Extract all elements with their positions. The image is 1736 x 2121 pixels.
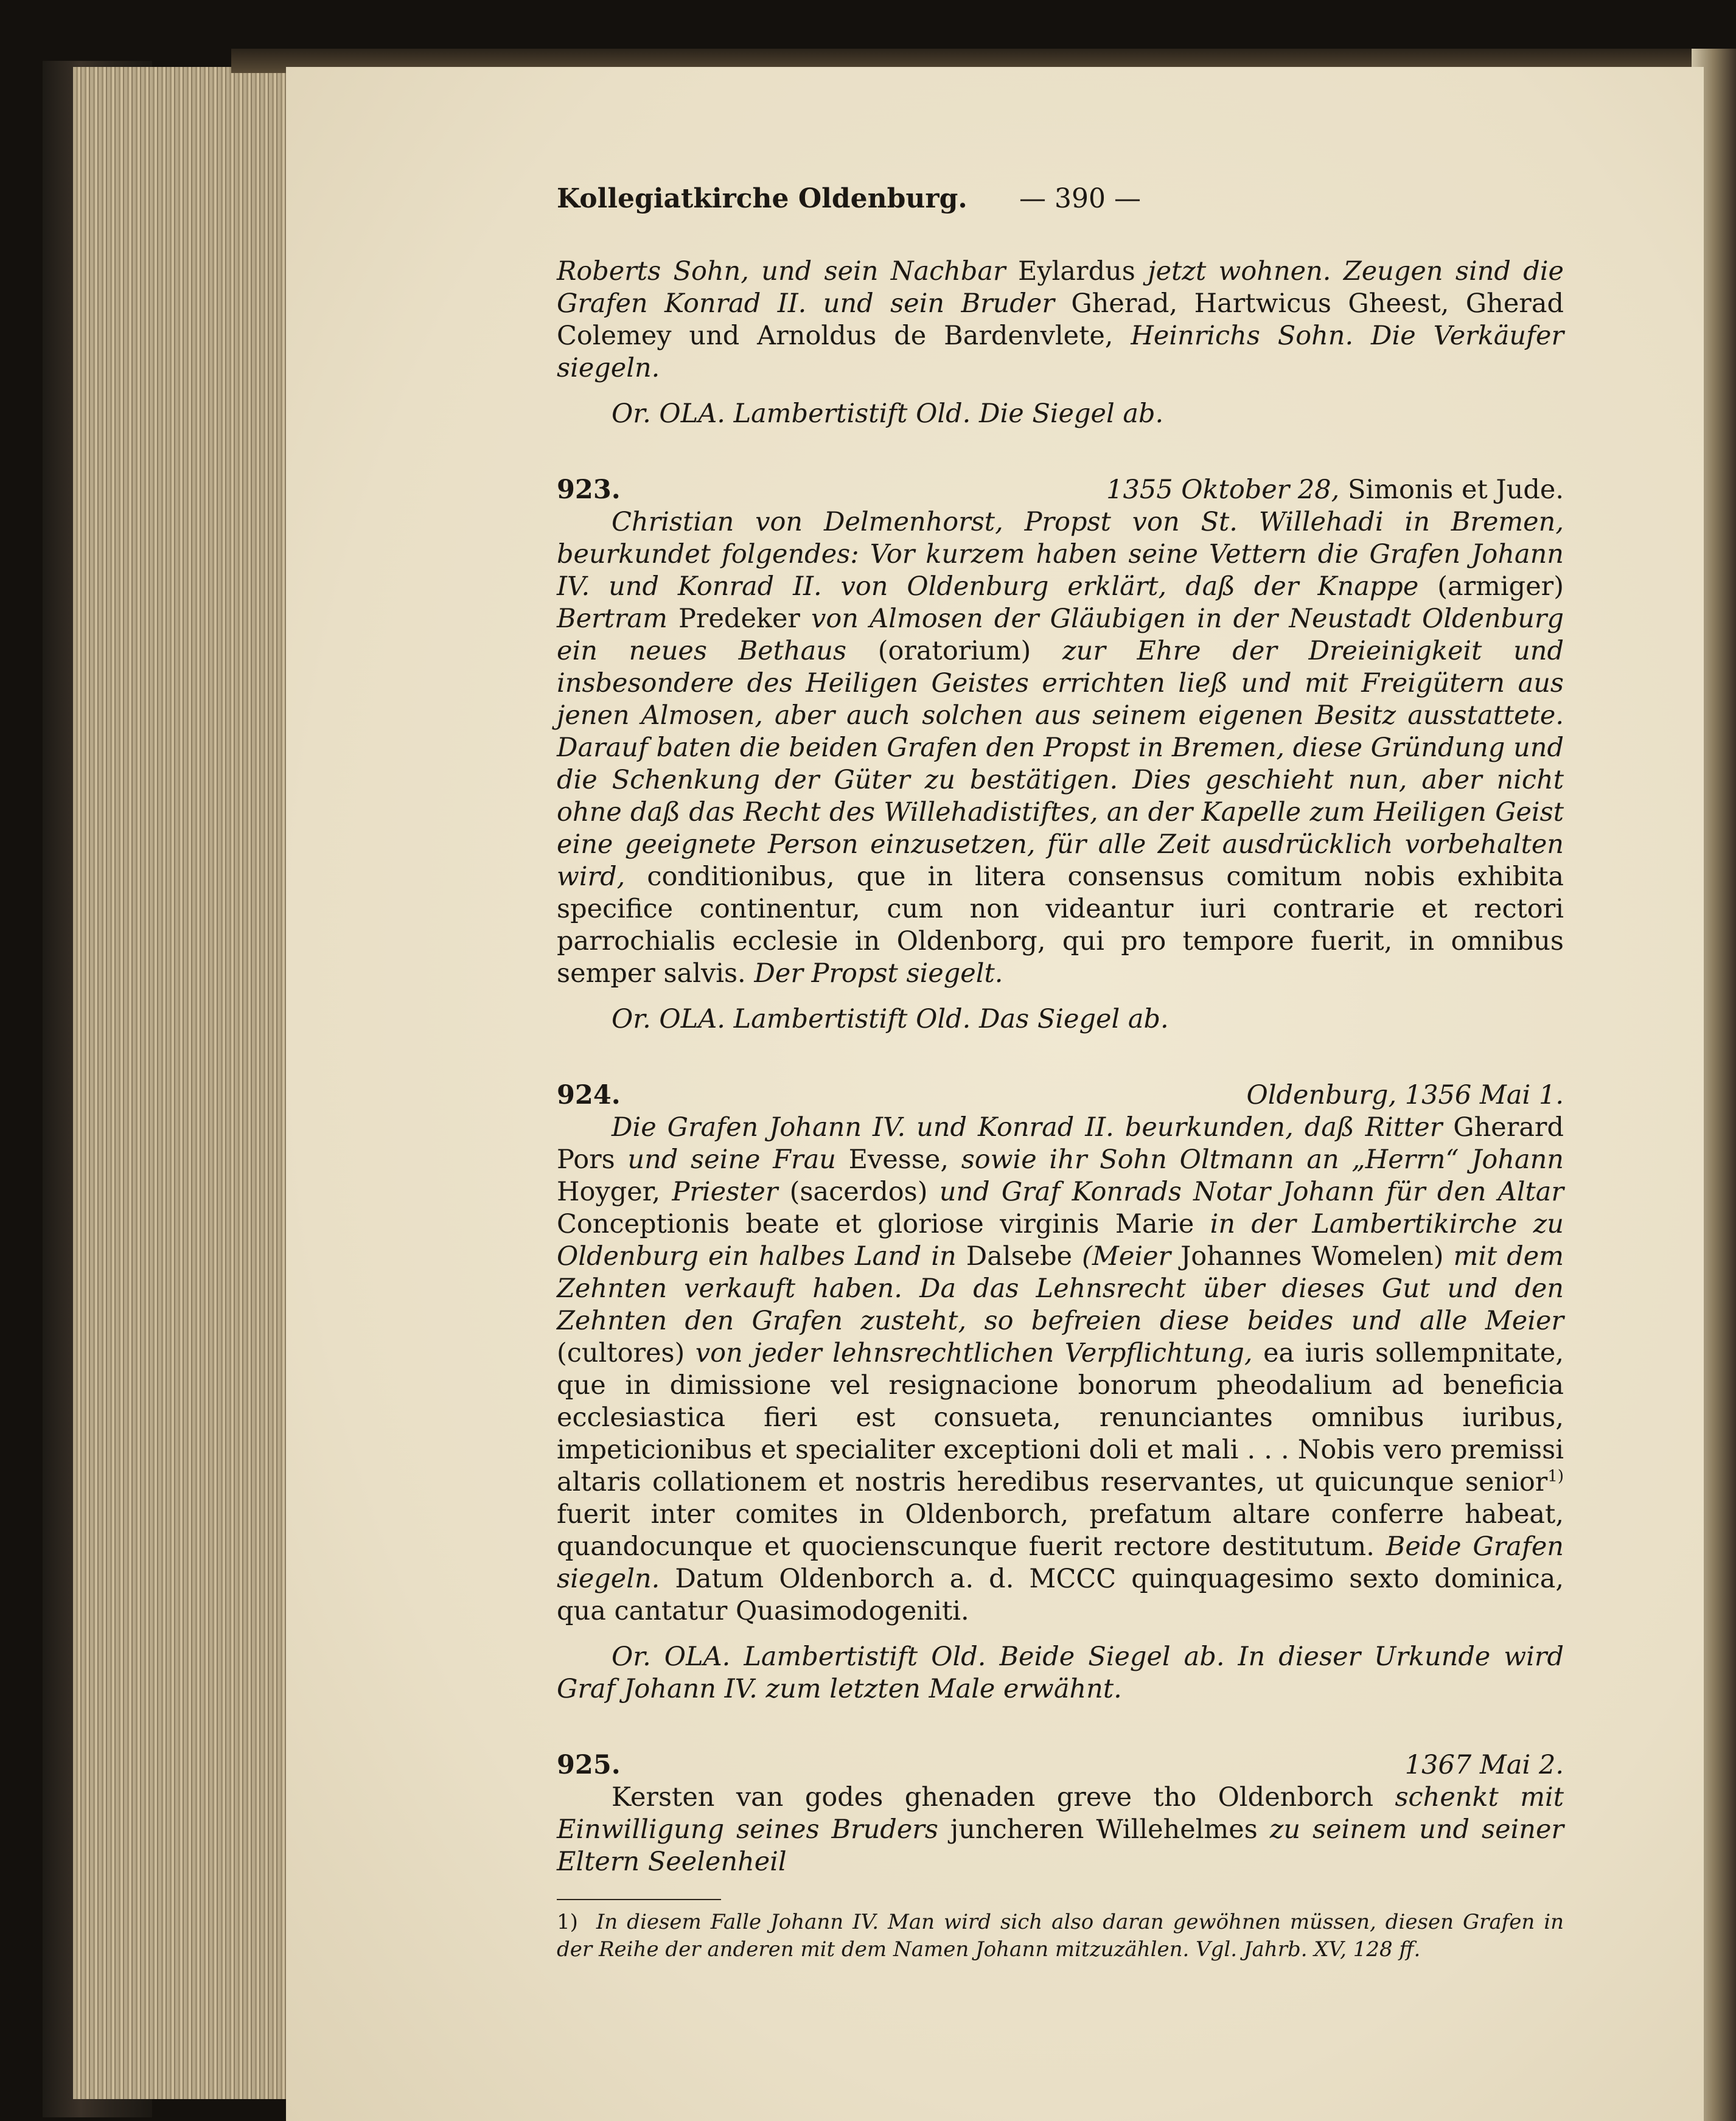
text-italic: sowie ihr Sohn Oltmann an „Herrn“ Johann — [961, 1144, 1564, 1175]
text-roman: Gherad, Hartwicus Gheest, Gherad Colemey und Arnoldus de Bardenvlete, — [557, 288, 1564, 351]
page-header — [557, 183, 1564, 219]
entry-heading — [557, 1079, 1564, 1112]
text-italic: zur Ehre der Dreieinigkeit und insbesondere des Heiligen Geistes errichten ließ und mit Freigütern aus jenen Almosen, aber auch solchen aus seinem eigenen Besitz ausstattete. Darauf baten die beiden Grafen den Propst in Bremen, diese Gründung und die Schenkung der Güter zu bestätigen. Dies geschieht nun, aber nicht ohne daß das Recht des Willehadistiftes, an der Kapelle zum Heiligen Geist eine geeignete Person einzusetzen, für alle Zeit ausdrücklich vorbehalten wird, — [557, 636, 1564, 892]
text-roman: (armiger) — [1437, 571, 1564, 602]
text-italic: Der Propst siegelt. — [754, 958, 1003, 989]
footnote-marker: 1) — [557, 1910, 578, 1934]
text-italic: von Almosen der Gläubigen in der Neustadt Oldenburg ein neues Bethaus — [557, 604, 1564, 666]
page-number: — 390 — — [1019, 183, 1141, 214]
text-italic: Die Grafen Johann IV. und Konrad II. beurkunden, daß Ritter — [612, 1112, 1443, 1143]
text-roman: Hoyger, — [557, 1177, 661, 1207]
text-italic: Bertram — [557, 604, 668, 634]
text-roman: conditionibus, que in litera consensus comitum nobis exhibita specifice continentur, cum non videantur iuri contrarie et rectori parrochialis ecclesie in Oldenborg, qui pro tempore fuerit, in omnibus semper salvis. — [557, 862, 1564, 989]
text-roman: (oratorium) — [877, 636, 1031, 666]
entry-body — [557, 506, 1564, 990]
text-italic: Beide Grafen siegeln. — [557, 1531, 1564, 1594]
entry-body — [557, 1112, 1564, 1628]
text-roman: (cultores) — [557, 1338, 685, 1368]
footnote-ref: 1) — [1547, 1467, 1564, 1486]
date-italic: 1355 Oktober 28, — [1106, 475, 1340, 505]
document-entry-924 — [557, 1079, 1564, 1705]
text-italic: von jeder lehnsrechtlichen Verpflichtung, — [695, 1338, 1253, 1368]
text-italic: (Meier — [1082, 1241, 1171, 1272]
source-note: Or. OLA. Lambertistift Old. Das Siegel ab. — [612, 1004, 1169, 1034]
text-italic: Heinrichs Sohn. Die Verkäufer siegeln. — [557, 321, 1564, 383]
footnote-divider — [557, 1899, 721, 1900]
entry-number: 924. — [557, 1080, 621, 1110]
entry-number: 923. — [557, 475, 621, 505]
source-note: Or. OLA. Lambertistift Old. Die Siegel ab. — [612, 399, 1164, 429]
text-roman: (sacerdos) — [789, 1177, 928, 1207]
running-title: Kollegiatkirche Oldenburg. — [557, 183, 967, 214]
text-italic: und seine Frau — [627, 1144, 836, 1175]
text-roman: Kersten van godes ghenaden greve tho Oldenborch — [612, 1782, 1374, 1813]
text-roman: fuerit inter comites in Oldenborch, prefatum altare conferre habeat, quandocunque et quocienscunque fuerit rectore destitutum. — [557, 1499, 1564, 1562]
text-italic: mit dem Zehnten verkauft haben. Da das Lehnsrecht über dieses Gut und den Zehnten den Grafen zusteht, so befreien diese beides und alle Meier — [557, 1241, 1564, 1336]
page-text-block — [557, 183, 1564, 1963]
text-italic: Priester — [672, 1177, 778, 1207]
text-italic: jetzt wohnen. Zeugen sind die Grafen Konrad II. und sein Bruder — [557, 256, 1564, 319]
document-entry-923 — [557, 474, 1564, 1036]
text-roman: Gherard Pors — [557, 1112, 1564, 1175]
text-roman: Conceptionis beate et gloriose virginis Marie — [557, 1209, 1194, 1239]
entry-body — [557, 1781, 1564, 1878]
date-rest: Simonis et Jude. — [1347, 475, 1564, 505]
text-roman: Eylardus — [1017, 256, 1135, 287]
entry-number: 925. — [557, 1750, 621, 1780]
continuation-paragraph — [557, 256, 1564, 385]
entry-date: 1367 Mai 2. — [1404, 1750, 1564, 1780]
text-italic: zu seinem und seiner Eltern Seelenheil — [557, 1814, 1564, 1877]
text-italic: Christian von Delmenhorst, Propst von St. Willehadi in Bremen, beurkundet folgendes: Vor kurzem haben seine Vettern die Grafen Johann IV. und Konrad II. von Oldenburg erklärt, daß der Knappe — [557, 507, 1564, 602]
source-note: Or. OLA. Lambertistift Old. Beide Siegel ab. In dieser Urkunde wird Graf Johann IV. zum letzten Male erwähnt. — [557, 1642, 1564, 1704]
page-edges — [73, 67, 292, 2099]
entry-date — [1106, 474, 1564, 506]
text-roman: Dalsebe — [966, 1241, 1073, 1272]
entry-heading — [557, 1749, 1564, 1781]
text-roman: Datum Oldenborch a. d. MCCC quinquagesimo sexto dominica, qua cantatur Quasimodogeniti. — [557, 1564, 1564, 1626]
text-roman: Predeker — [678, 604, 800, 634]
text-italic: schenkt mit Einwilligung seines Bruders — [557, 1782, 1564, 1845]
footnote — [557, 1909, 1564, 1963]
text-roman: juncheren Willehelmes — [950, 1814, 1258, 1845]
entry-date: Oldenburg, 1356 Mai 1. — [1246, 1080, 1564, 1110]
document-entry-925 — [557, 1749, 1564, 1878]
text-roman: Evesse, — [848, 1144, 949, 1175]
book-page — [286, 67, 1704, 2121]
text-italic: Roberts Sohn, und sein Nachbar — [557, 256, 1006, 287]
text-italic: und Graf Konrads Notar Johann für den Altar — [939, 1177, 1564, 1207]
text-italic: in der Lambertikirche zu Oldenburg ein halbes Land in — [557, 1209, 1564, 1272]
text-roman: ea iuris sollempnitate, que in dimissione vel resignacione bonorum pheodalium ad beneficia ecclesiastica fieri est consueta, renunciantes omnibus iuribus, impeticionibus et specialiter exceptioni doli et mali . . . Nobis vero premissi altaris collationem et nostris heredibus reservantes, ut quicunque senior — [557, 1338, 1564, 1497]
text-roman: Johannes Womelen) — [1180, 1241, 1444, 1272]
footnote-text: In diesem Falle Johann IV. Man wird sich also daran gewöhnen müssen, diesen Grafen in der Reihe der anderen mit dem Namen Johann mitzuzählen. Vgl. Jahrb. XV, 128 ff. — [557, 1910, 1564, 1962]
entry-heading — [557, 474, 1564, 506]
